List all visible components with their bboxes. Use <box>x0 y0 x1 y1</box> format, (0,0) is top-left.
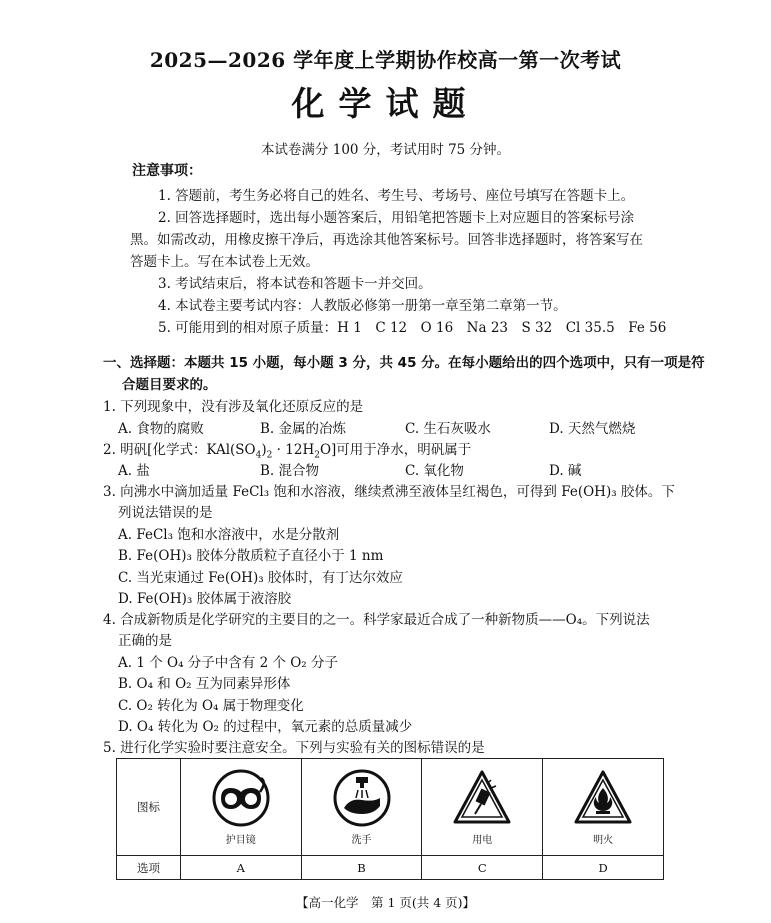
option-c: C. 氧化物 <box>405 463 464 479</box>
option-b: B. 金属的冶炼 <box>260 421 347 437</box>
notice-line: 5. 可能用到的相对原子质量：H 1 C 12 O 16 Na 23 S 32 Cl 35.5 Fe 56 <box>158 320 667 336</box>
safety-icon-table <box>116 758 664 880</box>
option-b: B. 混合物 <box>260 463 320 479</box>
option-b: B. O₄ 和 O₂ 互为同素异形体 <box>118 676 291 692</box>
option-a: A. 1 个 O₄ 分子中含有 2 个 O₂ 分子 <box>118 655 339 671</box>
row-label-option: 选项 <box>117 856 181 880</box>
option-d: D. 天然气燃烧 <box>549 421 636 437</box>
question-stem-cont: 列说法错误的是 <box>118 505 213 521</box>
option-d: D. Fe(OH)₃ 胶体属于液溶胶 <box>118 591 292 607</box>
option-c: C. O₂ 转化为 O₄ 属于物理变化 <box>118 698 304 714</box>
subject-title: 化学试题 <box>291 84 480 123</box>
option-a: A <box>180 856 301 880</box>
icon-caption: 明火 <box>593 835 614 846</box>
option-a: A. 盐 <box>118 463 150 479</box>
option-a: A. 食物的腐败 <box>118 421 204 437</box>
question-stem: 2. 明矾[化学式：$KAl(SO_4)_2 \cdot 12H_2O$]可用于净水，明矾属于 <box>103 442 472 461</box>
question-stem: 1. 下列现象中，没有涉及氧化还原反应的是 <box>103 399 364 415</box>
electric-icon <box>451 768 513 828</box>
exam-title: 2025—2026 学年度上学期协作校高一第一次考试 <box>149 48 622 72</box>
notice-line: 黑。如需改动，用橡皮擦干净后，再选涂其他答案标号。回答非选择题时，将答案写在 <box>130 232 643 248</box>
notice-title: 注意事项： <box>132 163 202 179</box>
question-stem: 4. 合成新物质是化学研究的主要目的之一。科学家最近合成了一种新物质——O₄。下列说法 <box>103 612 650 628</box>
notice-line: 2. 回答选择题时，选出每小题答案后，用铅笔把答题卡上对应题目的答案标号涂 <box>158 210 635 226</box>
row-label-icon: 图标 <box>117 759 181 856</box>
section-heading: 一、选择题：本题共 15 小题，每小题 3 分，共 45 分。在每小题给出的四个选项中，只有一项是符 <box>103 355 705 371</box>
goggles-icon <box>211 768 271 828</box>
icon-caption: 用电 <box>472 835 493 846</box>
notice-line: 3. 考试结束后，将本试卷和答题卡一并交回。 <box>158 276 432 292</box>
option-d: D. 碱 <box>549 463 582 479</box>
notice-line: 4. 本试卷主要考试内容：人教版必修第一册第一章至第二章第一节。 <box>158 298 567 314</box>
question-stem-cont: 正确的是 <box>118 633 172 649</box>
option-a: A. FeCl₃ 饱和水溶液中，水是分散剂 <box>118 527 340 543</box>
exam-intro: 本试卷满分 100 分，考试用时 75 分钟。 <box>260 142 511 158</box>
option-d: D <box>543 856 664 880</box>
icon-caption: 洗手 <box>351 835 372 846</box>
section-heading-cont: 合题目要求的。 <box>122 377 217 393</box>
icon-caption: 护目镜 <box>225 835 256 846</box>
question-stem: 5. 进行化学实验时要注意安全。下列与实验有关的图标错误的是 <box>103 740 485 756</box>
notice-line: 答题卡上。写在本试卷上无效。 <box>130 254 319 270</box>
option-c: C <box>422 856 543 880</box>
page-footer: 【高一化学 第 1 页(共 4 页)】 <box>295 895 476 910</box>
handwash-icon <box>332 768 392 828</box>
option-b: B. Fe(OH)₃ 胶体分散质粒子直径小于 1 nm <box>118 548 384 564</box>
option-d: D. O₄ 转化为 O₂ 的过程中，氧元素的总质量减少 <box>118 719 413 735</box>
option-c: C. 生石灰吸水 <box>405 421 491 437</box>
option-c: C. 当光束通过 Fe(OH)₃ 胶体时，有丁达尔效应 <box>118 570 403 586</box>
question-stem: 3. 向沸水中滴加适量 FeCl₃ 饱和水溶液，继续煮沸至液体呈红褐色，可得到 Fe(OH)₃ 胶体。下 <box>103 484 675 500</box>
flame-icon <box>572 768 634 828</box>
notice-line: 1. 答题前，考生务必将自己的姓名、考生号、考场号、座位号填写在答题卡上。 <box>158 188 635 204</box>
option-b: B <box>301 856 422 880</box>
